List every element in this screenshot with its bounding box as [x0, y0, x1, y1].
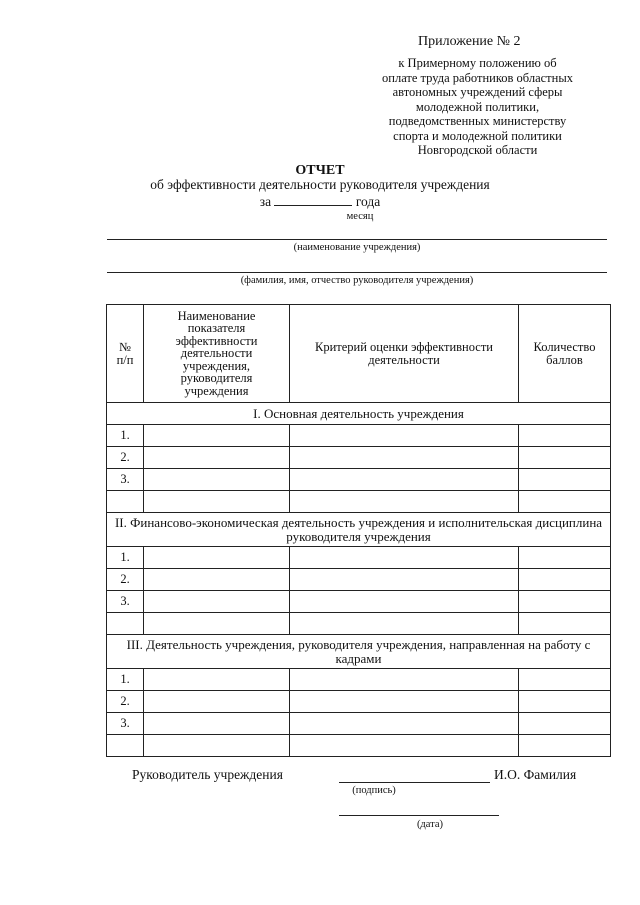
- reference-line: к Примерному положению об: [398, 56, 557, 70]
- row-number: [107, 613, 144, 635]
- reference-line: автономных учреждений сферы: [392, 85, 563, 99]
- table-row: [107, 691, 611, 713]
- row-number: [107, 735, 144, 757]
- table-row: [107, 547, 611, 569]
- indicator-cell[interactable]: [144, 691, 290, 713]
- report-subtitle: об эффективности деятельности руководителя учреждения: [150, 177, 490, 192]
- indicator-cell[interactable]: [144, 735, 290, 757]
- points-cell[interactable]: [519, 425, 611, 447]
- date-line: [339, 815, 499, 816]
- row-number: 3.: [107, 591, 144, 613]
- criterion-cell[interactable]: [290, 613, 519, 635]
- table-header-row: [107, 305, 611, 403]
- institution-caption: (наименование учреждения): [293, 242, 421, 253]
- points-cell[interactable]: [519, 613, 611, 635]
- points-cell[interactable]: [519, 447, 611, 469]
- section-row: [107, 635, 611, 669]
- criterion-cell[interactable]: [290, 735, 519, 757]
- table-row: [107, 447, 611, 469]
- indicator-cell[interactable]: [144, 569, 290, 591]
- section-row: [107, 513, 611, 547]
- section-title: III. Деятельность учреждения, руководителя учреждения, направленная на работу с кадрами: [107, 635, 611, 669]
- name-label: И.О. Фамилия: [494, 767, 577, 782]
- period-caption: месяц: [346, 211, 374, 222]
- signature-line: [339, 782, 490, 783]
- points-cell[interactable]: [519, 547, 611, 569]
- criterion-cell[interactable]: [290, 425, 519, 447]
- table-row: [107, 613, 611, 635]
- points-cell[interactable]: [519, 591, 611, 613]
- signature-caption: (подпись): [352, 785, 396, 796]
- table-row: [107, 491, 611, 513]
- period-suffix: года: [355, 194, 381, 209]
- indicator-cell[interactable]: [144, 613, 290, 635]
- points-cell[interactable]: [519, 491, 611, 513]
- head-name-caption: (фамилия, имя, отчество руководителя учреждения): [240, 275, 474, 286]
- reference-line: подведомственных министерству: [388, 114, 567, 128]
- head-name-line: [107, 272, 607, 273]
- header-indicator: Наименование показателя эффективности деятельности учреждения, руководителя учреждения: [144, 305, 290, 403]
- section-title: II. Финансово-экономическая деятельность учреждения и исполнительская дисциплина руководителя учреждения: [107, 513, 611, 547]
- report-title: ОТЧЕТ: [295, 163, 345, 178]
- row-number: 1.: [107, 669, 144, 691]
- header-points: Количество баллов: [519, 305, 611, 403]
- table-row: [107, 569, 611, 591]
- section-row: [107, 403, 611, 425]
- criterion-cell[interactable]: [290, 547, 519, 569]
- period-row: [0, 193, 640, 210]
- row-number: 3.: [107, 713, 144, 735]
- head-label: Руководитель учреждения: [132, 767, 283, 782]
- reference-line: спорта и молодежной политики: [393, 128, 562, 143]
- indicator-cell[interactable]: [144, 669, 290, 691]
- criterion-cell[interactable]: [290, 569, 519, 591]
- appendix-title-text: Приложение № 2: [418, 34, 521, 49]
- header-num: № п/п: [107, 305, 144, 403]
- table-row: [107, 735, 611, 757]
- points-cell[interactable]: [519, 691, 611, 713]
- points-cell[interactable]: [519, 469, 611, 491]
- table-row: [107, 669, 611, 691]
- table-row: [107, 713, 611, 735]
- indicator-cell[interactable]: [144, 425, 290, 447]
- row-number: [107, 491, 144, 513]
- indicator-cell[interactable]: [144, 591, 290, 613]
- reference-line: молодежной политики,: [415, 99, 540, 114]
- appendix-reference: [355, 56, 600, 158]
- row-number: 1.: [107, 547, 144, 569]
- criterion-cell[interactable]: [290, 591, 519, 613]
- reference-line: оплате труда работников областных: [382, 70, 573, 85]
- criterion-cell[interactable]: [290, 669, 519, 691]
- row-number: 2.: [107, 447, 144, 469]
- row-number: 1.: [107, 425, 144, 447]
- points-cell[interactable]: [519, 669, 611, 691]
- row-number: 2.: [107, 569, 144, 591]
- reference-line: Новгородской области: [417, 143, 538, 157]
- criterion-cell[interactable]: [290, 447, 519, 469]
- indicator-cell[interactable]: [144, 469, 290, 491]
- points-cell[interactable]: [519, 569, 611, 591]
- criterion-cell[interactable]: [290, 469, 519, 491]
- header-criterion: Критерий оценки эффективности деятельности: [290, 305, 519, 403]
- indicator-cell[interactable]: [144, 491, 290, 513]
- section-title: I. Основная деятельность учреждения: [107, 403, 611, 425]
- date-caption: (дата): [416, 819, 444, 830]
- points-cell[interactable]: [519, 735, 611, 757]
- period-prefix: за: [259, 194, 272, 209]
- table-row: [107, 469, 611, 491]
- points-cell[interactable]: [519, 713, 611, 735]
- row-number: 2.: [107, 691, 144, 713]
- institution-line: [107, 239, 607, 240]
- indicator-cell[interactable]: [144, 547, 290, 569]
- report-table: [106, 304, 611, 757]
- table-row: [107, 591, 611, 613]
- indicator-cell[interactable]: [144, 447, 290, 469]
- table-row: [107, 425, 611, 447]
- criterion-cell[interactable]: [290, 491, 519, 513]
- indicator-cell[interactable]: [144, 713, 290, 735]
- criterion-cell[interactable]: [290, 713, 519, 735]
- criterion-cell[interactable]: [290, 691, 519, 713]
- period-blank: [274, 193, 352, 206]
- row-number: 3.: [107, 469, 144, 491]
